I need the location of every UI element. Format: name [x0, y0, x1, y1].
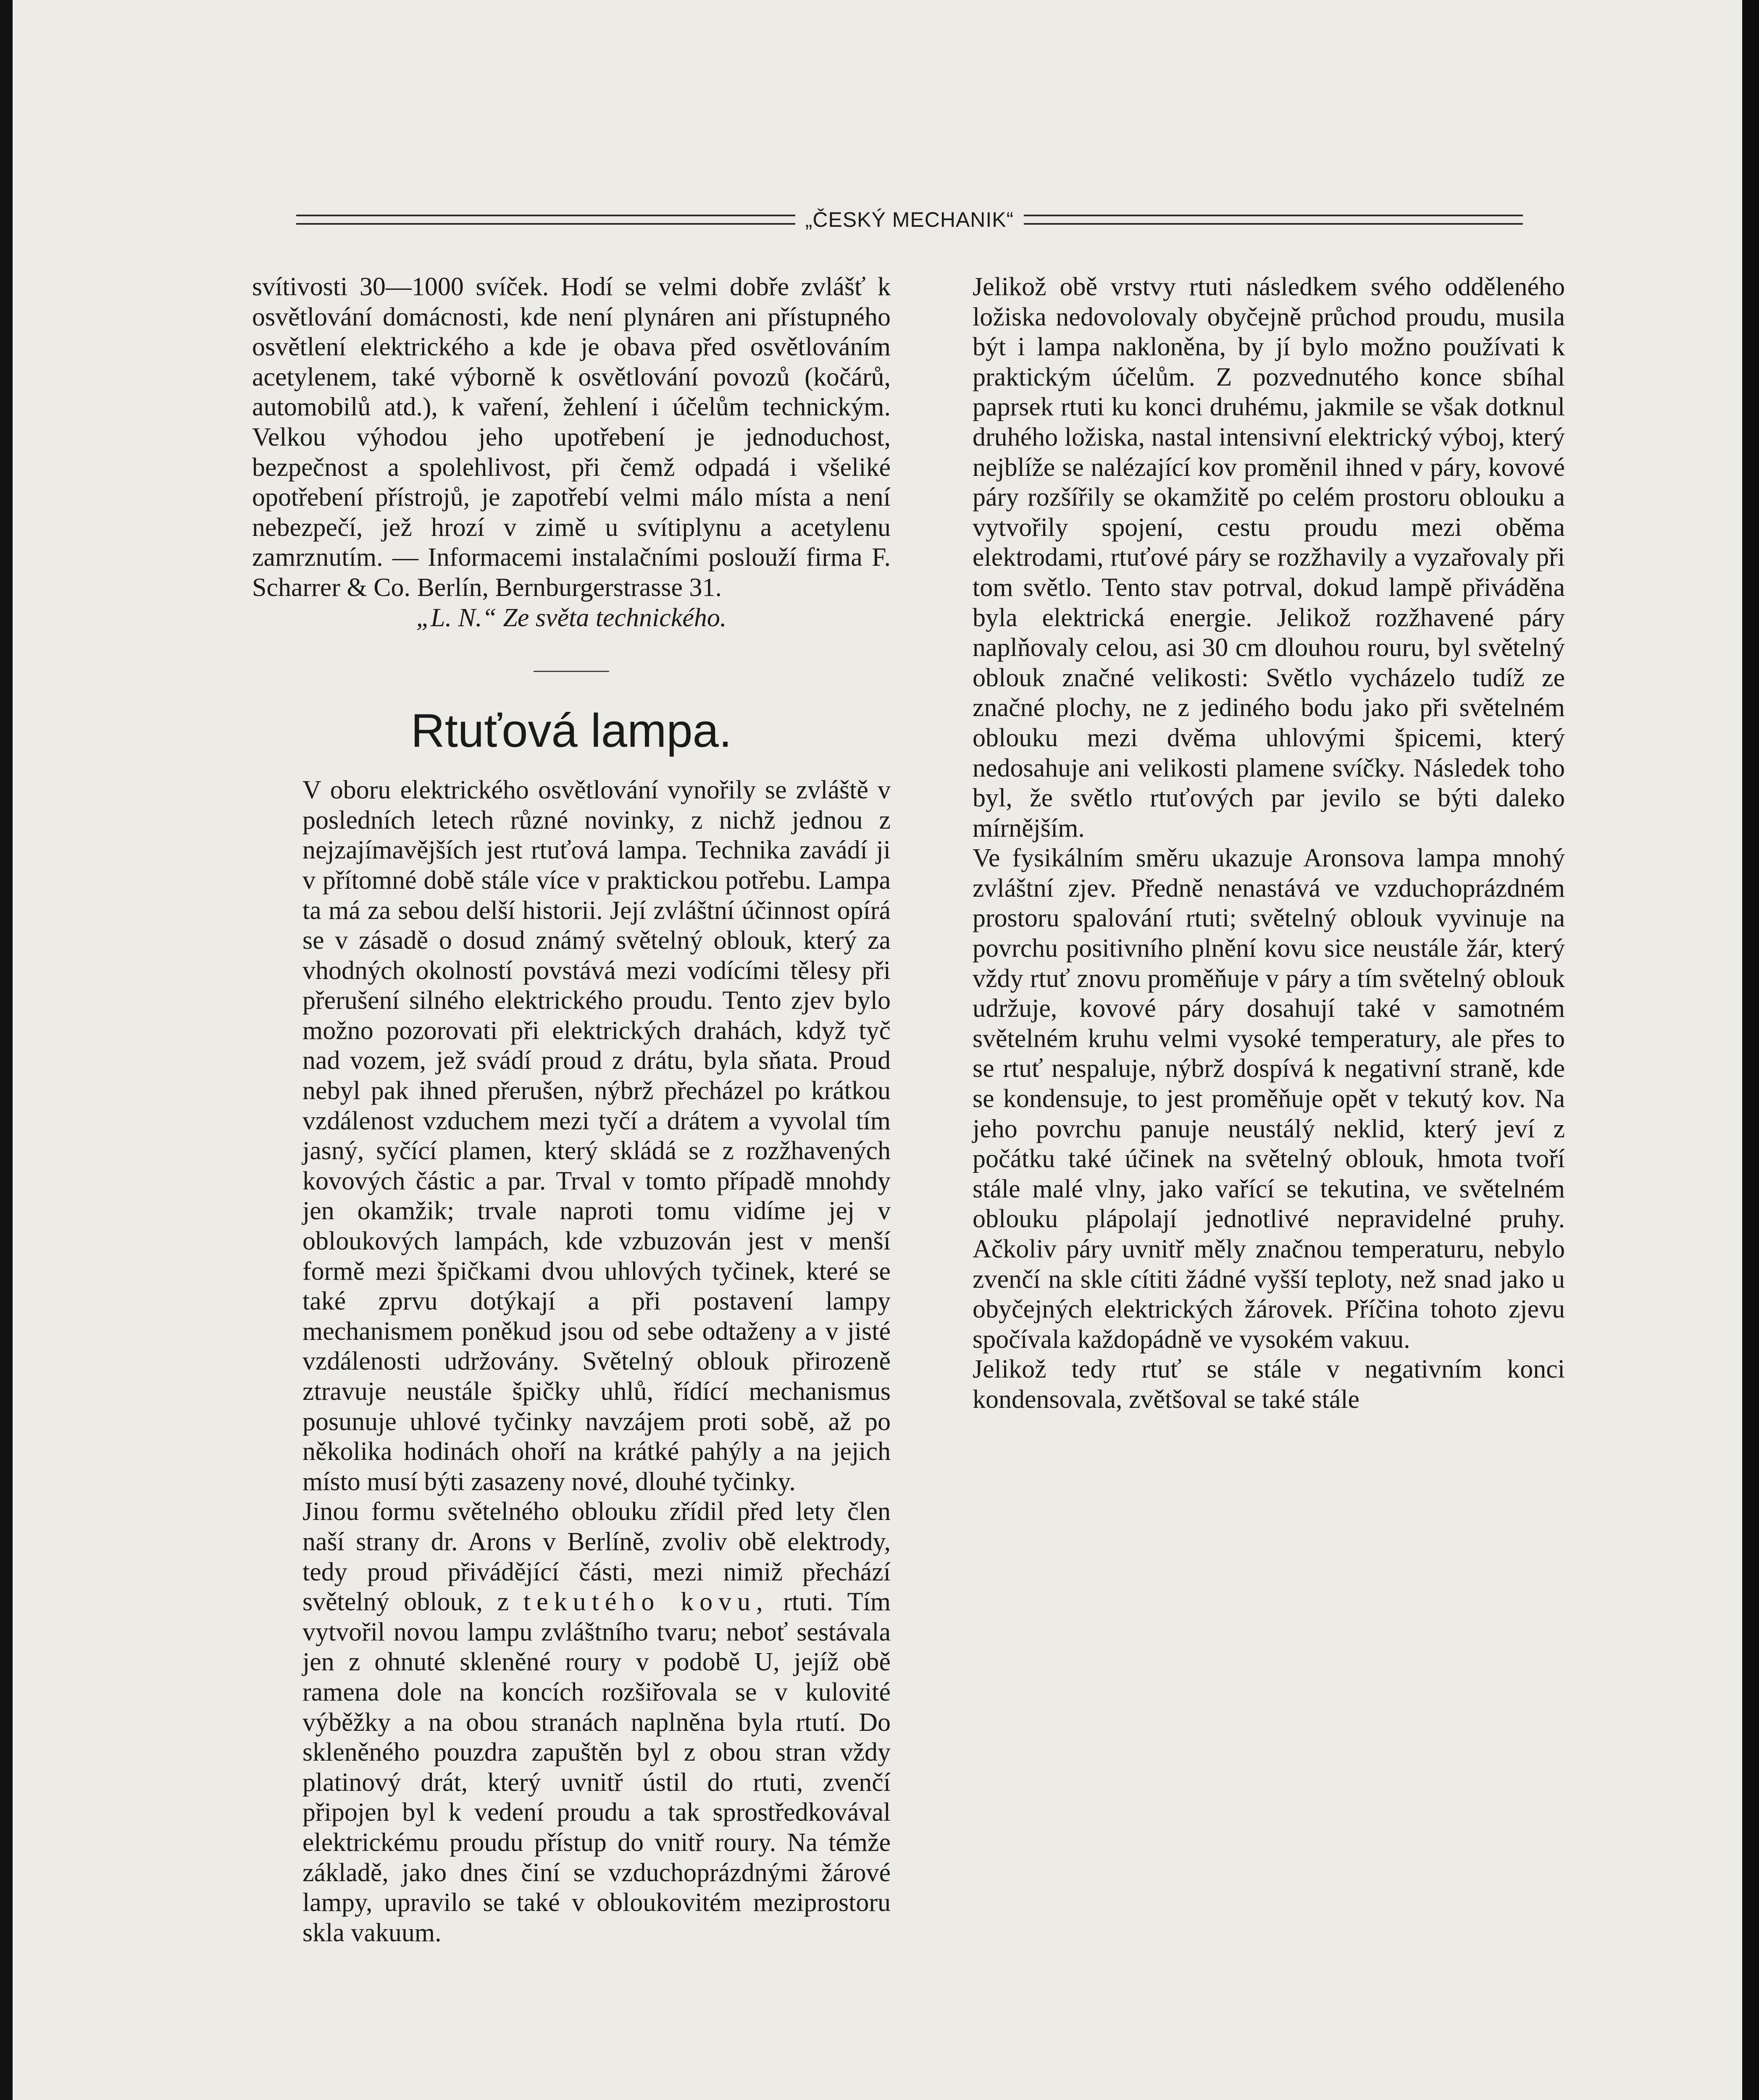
header-rule-left [296, 215, 795, 225]
article-separator [534, 671, 609, 672]
paragraph-2-rest: rtuti. Tím vytvořil novou lampu zvláštního tvaru; neboť sestávala jen z ohnuté skleněné roury v podobě U, jejíž obě ramena dole na koncích rozšiřovala se v kulovité výběžky a na obou stranách naplněna byla rtutí. Do skleněného pouzdra zapuštěn byl z obou stran vždy platinový drát, který uvnitř ústil do rtuti, zvenčí připojen byl k vedení proudu a tak sprostředkovával elektrickému proudu přístup do vnitř roury. Na témže základě, jako dnes činí se vzduchoprázdnými žárové lampy, upravilo se také v obloukovitém meziprostoru skla vakuum. [302, 1588, 891, 1947]
article-paragraph-4: Ve fysikálním směru ukazuje Aronsova lampa mnohý zvláštní zjev. Předně nenastává ve vzduchoprázdném prostoru spalování rtuti; světelný oblouk vyvinuje na povrchu positivního plnění kovu sice neustále žár, který vždy rtuť znovu proměňuje v páry a tím světelný oblouk udržuje, kovové páry dosahují také v samotném světelném kruhu velmi vysoké temperatury, ale přes to se rtuť nespaluje, nýbrž dospívá k negativní straně, kde se kondensuje, to jest proměňuje opět v tekutý kov. Na jeho povrchu panuje neustálý neklid, který jeví z počátku také účinek na světelný oblouk, hmota tvoří stále malé vlny, jako vařící se tekutina, ve světelném oblouku plápolají jednotlivé nepravidelné pruhy. Ačkoliv páry uvnitř měly značnou temperaturu, nebylo zvenčí na skle cítiti žádné vyšší teploty, než snad jako u obyčejných elektrických žárovek. Příčina tohoto zjevu spočívala každopádně ve vysokém vakuu. [973, 844, 1565, 1354]
column-right [922, 272, 1565, 1415]
paragraph-2-start: Jinou formu světelného oblouku zřídil před lety člen naší strany dr. Arons v Berlíně, zvoliv obě elektrody, tedy proud přivádějící části, mezi nimiž přechází světelný oblouk, z [302, 1497, 891, 1617]
article-paragraph-2 [252, 1497, 891, 1948]
article-paragraph-1: V oboru elektrického osvětlování vynořily se zvláště v posledních letech různé novinky, z nichž jednou z nejzajímavějších jest rtuťová lampa. Technika zavádí ji v přítomné době stále více v praktickou potřebu. Lampa ta má za sebou delší historii. Její zvláštní účinnost opírá se v zásadě o dosud známý světelný oblouk, který za vhodných okolností povstává mezi vodícími tělesy při přerušení silného elektrického proudu. Tento zjev bylo možno pozorovati při elektrických drahách, když tyč nad vozem, jež svádí proud z drátu, byla sňata. Proud nebyl pak ihned přerušen, nýbrž přecházel po krátkou vzdálenost vzduchem mezi tyčí a drátem a vyvolal tím jasný, syčící plamen, který skládá se z rozžhavených kovových částic a par. Trval v tomto případě mnohdy jen okamžik; trvale naproti tomu vidíme jej v obloukových lampách, kde vzbuzován jest v menší formě mezi špičkami dvou uhlových tyčinek, které se také zprvu dotýkají a při postavení lampy mechanismem poněkud jsou od sebe odtaženy a v jisté vzdálenosti udržovány. Světelný oblouk přirozeně ztravuje neustále špičky uhlů, řídící mechanismus posunuje uhlové tyčinky navzájem proti sobě, až po několika hodinách ohoří na krátké pahýly a na jejich místo musí býti zasazeny nové, dlouhé tyčinky. [302, 776, 891, 1496]
scan-edge-left [0, 0, 13, 2100]
running-title: „ČESKÝ MECHANIK“ [805, 208, 1014, 231]
previous-article-signature: „L. N.“ Ze světa technického. [416, 603, 727, 632]
scan-edge-right [1742, 0, 1759, 2100]
article-paragraph-5: Jelikož tedy rtuť se stále v negativním konci kondensovala, zvětšoval se také stále [973, 1355, 1565, 1414]
article-title: Rtuťová lampa. [410, 704, 732, 757]
article-paragraph-3: Jelikož obě vrstvy rtuti následkem svého odděleného ložiska nedovolovaly obyčejně průchod proudu, musila být i lampa nakloněna, by jí bylo možno používati k praktickým účelům. Z pozvednutého konce sbíhal paprsek rtuti ku konci druhému, jakmile se však dotknul druhého ložiska, nastal intensivní elektrický výboj, který nejblíže se nalézající kov proměnil ihned v páry, kovové páry rozšířily se okamžitě po celém prostoru oblouku a vytvořily spojení, cestu proudu mezi oběma elektrodami, rtuťové páry se rozžhavily a vyzařovaly při tom světlo. Tento stav potrval, dokud lampě přiváděna byla elektrická energie. Jelikož rozžhavené páry naplňovaly celou, asi 30 cm dlouhou rouru, byl světelný oblouk značné velikosti: Světlo vycházelo tudíž ze značné plochy, ne z jediného bodu jako při světelném oblouku mezi dvěma uhlovými špicemi, který nedosahuje ani velikosti plamene svíčky. Následek toho byl, že světlo rtuťových par jevilo se býti daleko mírnějším. [973, 273, 1565, 843]
running-header [296, 205, 1523, 234]
column-left [252, 272, 891, 1948]
paragraph-2-spaced: tekutého kovu, [523, 1588, 769, 1617]
previous-article-paragraph: svítivosti 30—1000 svíček. Hodí se velmi dobře zvlášť k osvětlování domácnosti, kde není plynáren ani přístupného osvětlení elektrického a kde je obava před osvětlováním acetylenem, také výborně k osvětlování povozů (kočárů, automobilů atd.), k vaření, žehlení i účelům technickým. Velkou výhodou jeho upotřebení je jednoduchost, bezpečnost a spolehlivost, při čemž odpadá i všeliké opotřebení přístrojů, je zapotřebí velmi málo místa a není nebezpečí, jež hrozí v zimě u svítiplynu a acetylenu zamrznutím. — Informacemi instalačními poslouží firma F. Scharrer & Co. Berlín, Bernburgerstrasse 31. [252, 273, 891, 602]
header-rule-right [1024, 215, 1523, 225]
